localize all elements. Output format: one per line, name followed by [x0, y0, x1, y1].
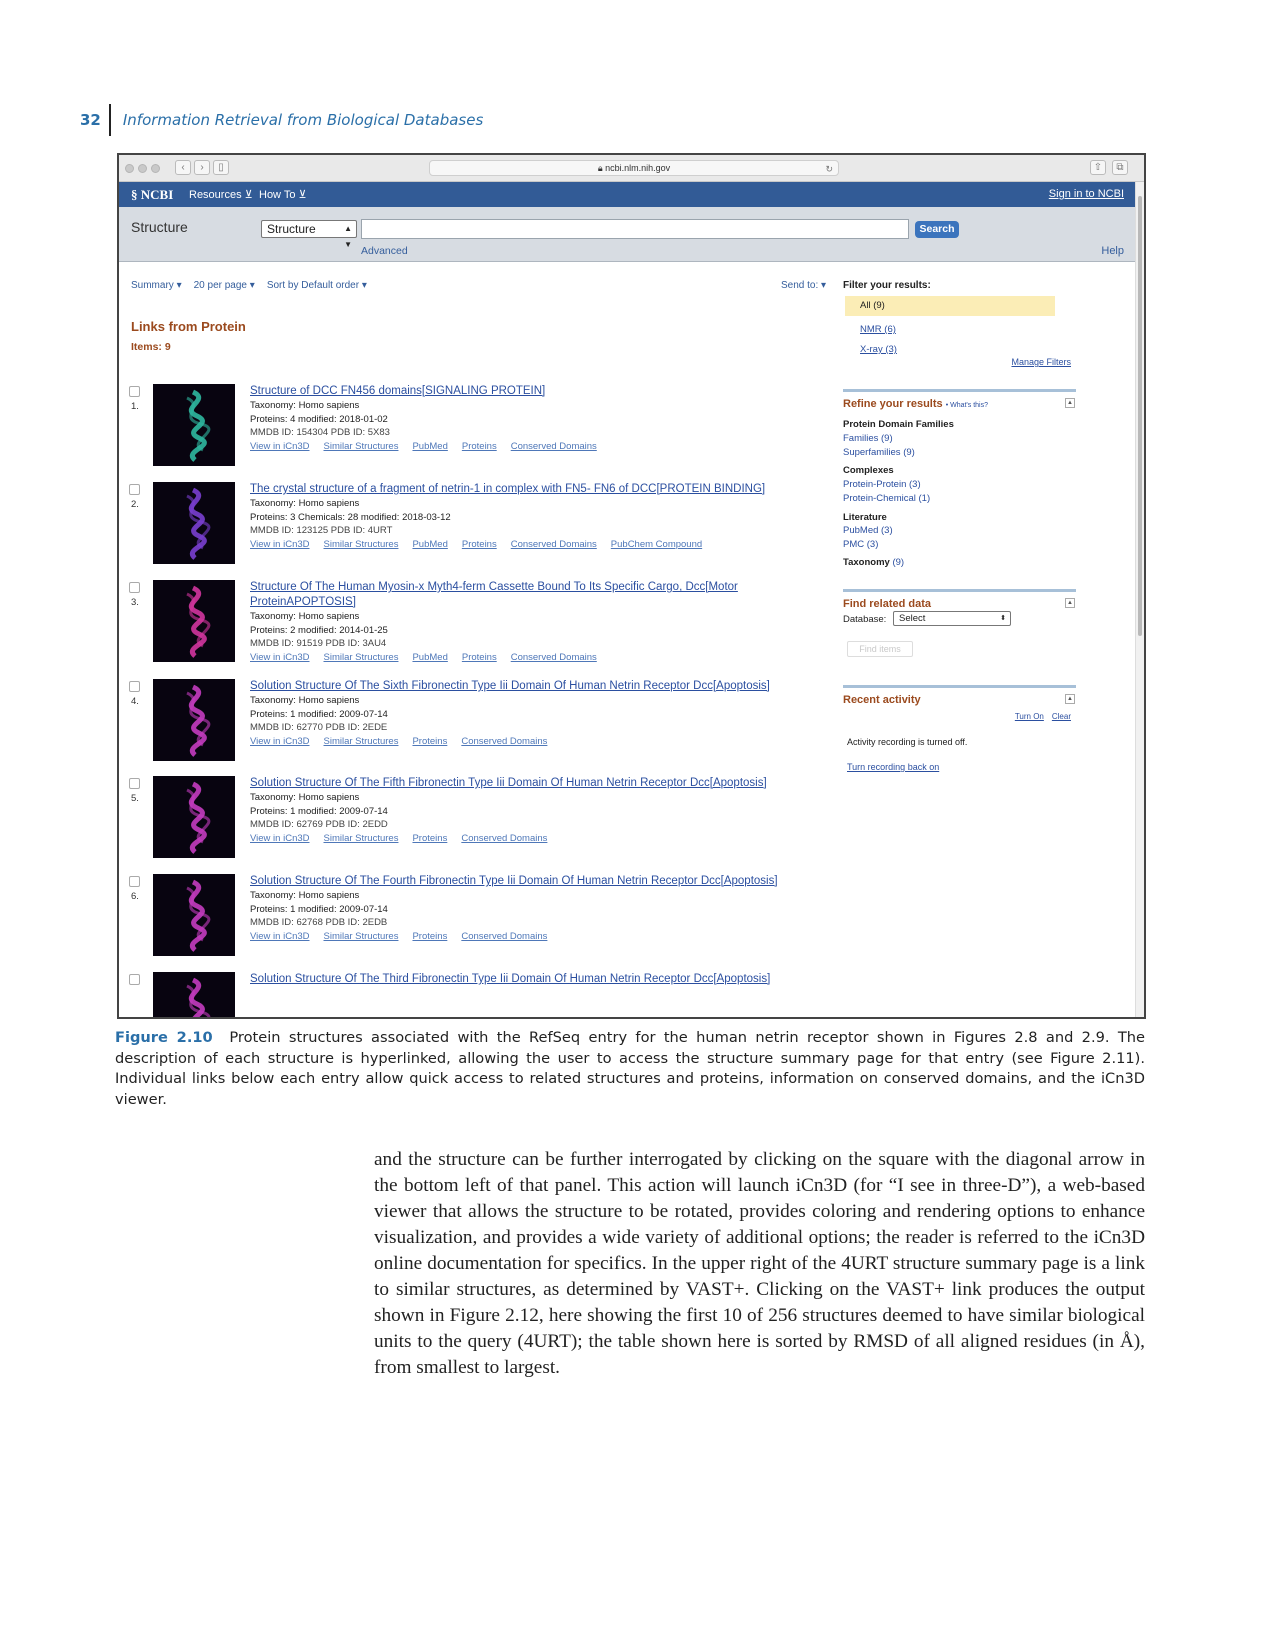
superfamilies-link[interactable]: Superfamilies (9): [843, 447, 915, 458]
running-head: [80, 104, 483, 136]
result-checkbox[interactable]: [129, 876, 140, 887]
address-bar[interactable]: [429, 160, 839, 176]
result-link[interactable]: Similar Structures: [323, 440, 399, 452]
database-name: Structure: [131, 219, 188, 235]
result-link[interactable]: View in iCn3D: [250, 651, 310, 663]
structure-thumbnail[interactable]: [153, 972, 235, 1019]
literature-heading: Literature: [843, 512, 887, 523]
pmc-link[interactable]: PMC (3): [843, 539, 879, 550]
result-link[interactable]: PubMed: [412, 538, 448, 550]
result-title-link[interactable]: Solution Structure Of The Fifth Fibronectin Type Iii Domain Of Human Netrin Receptor Dcc[Apoptosis]: [250, 777, 767, 789]
result-link[interactable]: Conserved Domains: [461, 832, 548, 844]
result-title-link[interactable]: Structure of DCC FN456 domains[SIGNALING PROTEIN]: [250, 385, 546, 397]
result-title-link[interactable]: The crystal structure of a fragment of netrin-1 in complex with FN5- FN6 of DCC[PROTEIN BINDING]: [250, 483, 766, 495]
result-number: 5.: [131, 793, 139, 804]
panel-divider: [843, 589, 1076, 592]
filter-xray[interactable]: X-ray (3): [860, 344, 897, 355]
result-link[interactable]: Proteins: [412, 930, 448, 942]
result-ids: MMDB ID: 123125 PDB ID: 4URT: [250, 525, 393, 536]
collapse-icon[interactable]: ▲: [1065, 398, 1075, 408]
sidebar-icon[interactable]: ▯: [213, 160, 229, 175]
result-number: 1.: [131, 401, 139, 412]
maximize-window-icon[interactable]: [151, 164, 160, 173]
browser-chrome: [119, 155, 1144, 182]
forward-icon[interactable]: ›: [194, 160, 210, 175]
structure-thumbnail[interactable]: [153, 482, 235, 564]
filter-nmr[interactable]: NMR (6): [860, 324, 896, 335]
structure-thumbnail[interactable]: [153, 679, 235, 761]
result-link[interactable]: View in iCn3D: [250, 440, 310, 452]
page-number: 32: [80, 111, 101, 129]
running-head-title: Information Retrieval from Biological Databases: [122, 111, 484, 129]
result-checkbox[interactable]: [129, 778, 140, 789]
turn-on-link[interactable]: Turn On: [1014, 712, 1044, 721]
result-number: 3.: [131, 597, 139, 608]
resources-menu[interactable]: Resources ⊻: [189, 189, 253, 201]
protein-structure-image: [153, 580, 235, 662]
turn-recording-on-link[interactable]: Turn recording back on: [847, 762, 940, 772]
ncbi-header: [119, 182, 1144, 207]
display-settings: [131, 280, 367, 291]
result-number: 2.: [131, 499, 139, 510]
result-meta: Proteins: 1 modified: 2009-07-14: [250, 805, 388, 817]
recording-status: Activity recording is turned off.: [847, 737, 968, 747]
result-meta: Proteins: 4 modified: 2018-01-02: [250, 413, 388, 425]
scrollbar[interactable]: [1135, 182, 1144, 1017]
result-title-link[interactable]: Structure Of The Human Myosin-x Myth4-ferm Cassette Bound To Its Specific Cargo, Dcc[Motor ProteinAPOPTOSIS]: [250, 581, 738, 608]
result-number: 6.: [131, 891, 139, 902]
result-links: [250, 832, 780, 846]
result-link[interactable]: Similar Structures: [323, 930, 399, 942]
result-taxonomy: Taxonomy: Homo sapiens: [250, 695, 360, 706]
result-link[interactable]: View in iCn3D: [250, 832, 310, 844]
results-page: [119, 262, 1144, 992]
result-taxonomy: Taxonomy: Homo sapiens: [250, 498, 360, 509]
result-ids: MMDB ID: 91519 PDB ID: 3AU4: [250, 638, 387, 649]
result-links: [250, 735, 780, 749]
result-link[interactable]: Conserved Domains: [461, 930, 548, 942]
protein-structure-image: [153, 384, 235, 466]
result-link[interactable]: Proteins: [461, 440, 497, 452]
result-link[interactable]: View in iCn3D: [250, 930, 310, 942]
result-meta: Proteins: 2 modified: 2014-01-25: [250, 624, 388, 636]
find-items-button[interactable]: Find items: [847, 641, 913, 657]
summary-dropdown[interactable]: Summary ▾: [131, 280, 182, 291]
result-taxonomy: Taxonomy: Homo sapiens: [250, 611, 360, 622]
chevron-down-icon: ⊻: [298, 189, 307, 201]
lock-icon: 🔒︎: [597, 163, 603, 173]
figure-label: Figure 2.10: [115, 1029, 213, 1046]
result-ids: MMDB ID: 62770 PDB ID: 2EDE: [250, 722, 388, 733]
result-link[interactable]: Similar Structures: [323, 651, 399, 663]
result-title-link[interactable]: Solution Structure Of The Third Fibronectin Type Iii Domain Of Human Netrin Receptor Dcc[Apoptosis]: [250, 973, 771, 985]
find-related-title: Find related data: [843, 598, 932, 610]
sign-in-link[interactable]: Sign in to NCBI: [1048, 188, 1124, 200]
minimize-window-icon[interactable]: [138, 164, 147, 173]
tabs-icon[interactable]: ⧉: [1112, 160, 1128, 175]
result-taxonomy: Taxonomy: Homo sapiens: [250, 792, 360, 803]
database-label: Database:: [843, 614, 887, 625]
result-links: [250, 538, 780, 552]
result-link[interactable]: Conserved Domains: [510, 538, 597, 550]
result-links: [250, 651, 780, 665]
protein-protein-link[interactable]: Protein-Protein (3): [843, 479, 921, 490]
refine-title: Refine your results • What's this?: [843, 398, 989, 410]
filter-title: Filter your results:: [843, 280, 931, 291]
result-link[interactable]: Proteins: [461, 651, 497, 663]
result-link[interactable]: Similar Structures: [323, 538, 399, 550]
result-taxonomy: Taxonomy: Homo sapiens: [250, 890, 360, 901]
result-title-link[interactable]: Solution Structure Of The Fourth Fibronectin Type Iii Domain Of Human Netrin Receptor Dcc[Apoptosis]: [250, 875, 778, 887]
protein-structure-image: [153, 874, 235, 956]
complexes-heading: Complexes: [843, 465, 894, 476]
url-text: ncbi.nlm.nih.gov: [605, 163, 671, 173]
protein-structure-image: [153, 482, 235, 564]
whats-this-link[interactable]: • What's this?: [945, 402, 989, 409]
figure-caption: [115, 1028, 1145, 1110]
recent-activity-controls: [1015, 712, 1071, 721]
body-paragraph: and the structure can be further interrogated by clicking on the square with the diagonal arrow in the bottom left of that panel. This action will launch iCn3D (for “I see in three-D”), a web-based viewer that allows the structure to be rotated, provides coloring and rendering options to enhance visualization, and provides a wide variety of additional options; the reader is referred to the iCn3D online documentation for specifics. In the upper right of the 4URT structure summary page is a link to similar structures, as determined by VAST+. Clicking on the VAST+ link produces the output shown in Figure 2.12, here showing the first 10 of 256 structures deemed to have similar biological units to the query (4URT); the table shown here is sorted by RMSD of all aligned residues (in Å), from smallest to largest.: [374, 1149, 1145, 1378]
result-checkbox[interactable]: [129, 681, 140, 692]
search-input[interactable]: [361, 219, 909, 239]
families-link[interactable]: Families (9): [843, 433, 893, 444]
protein-structure-image: [153, 972, 235, 1019]
taxonomy-heading[interactable]: Taxonomy (9): [843, 557, 905, 568]
header-divider: [109, 104, 111, 136]
protein-structure-image: [153, 679, 235, 761]
ncbi-logo[interactable]: § NCBI: [131, 187, 174, 202]
caption-text: Protein structures associated with the RefSeq entry for the human netrin receptor shown in Figures 2.8 and 2.9. The description of each structure is hyperlinked, allowing the user to access the structure summary page for that entry (see Figure 2.11). Individual links below each entry allow quick access to related structures and proteins, information on conserved domains, and the iCn3D viewer.: [115, 1029, 1146, 1108]
recent-activity-title: Recent activity: [843, 694, 921, 706]
per-page-dropdown[interactable]: 20 per page ▾: [193, 280, 255, 291]
chevron-down-icon: ⊻: [244, 189, 253, 201]
clear-link[interactable]: Clear: [1051, 712, 1071, 721]
database-dropdown[interactable]: Select ⬍: [893, 611, 1011, 626]
result-link[interactable]: Proteins: [461, 538, 497, 550]
result-link[interactable]: Conserved Domains: [510, 651, 597, 663]
structure-thumbnail[interactable]: [153, 776, 235, 858]
result-link[interactable]: PubChem Compound: [610, 538, 703, 550]
structure-thumbnail[interactable]: [153, 874, 235, 956]
result-number: 4.: [131, 696, 139, 707]
database-select[interactable]: Structure ▲ ▼: [261, 220, 357, 238]
results-title: Links from Protein: [131, 319, 246, 334]
result-checkbox[interactable]: [129, 386, 140, 397]
result-link[interactable]: Proteins: [412, 735, 448, 747]
panel-divider: [843, 685, 1076, 688]
result-meta: Proteins: 1 modified: 2009-07-14: [250, 903, 388, 915]
result-checkbox[interactable]: [129, 484, 140, 495]
result-link[interactable]: Conserved Domains: [461, 735, 548, 747]
result-link[interactable]: Conserved Domains: [510, 440, 597, 452]
filter-all[interactable]: All (9): [845, 296, 1055, 316]
result-links: [250, 440, 780, 454]
help-link[interactable]: Help: [1101, 245, 1124, 257]
protein-structure-image: [153, 776, 235, 858]
panel-divider: [843, 389, 1076, 392]
advanced-search-link[interactable]: Advanced: [361, 245, 408, 257]
result-link[interactable]: View in iCn3D: [250, 538, 310, 550]
select-arrows-icon: ▲ ▼: [344, 224, 352, 249]
result-checkbox[interactable]: [129, 974, 140, 985]
result-ids: MMDB ID: 62768 PDB ID: 2EDB: [250, 917, 388, 928]
result-taxonomy: Taxonomy: Homo sapiens: [250, 400, 360, 411]
result-checkbox[interactable]: [129, 582, 140, 593]
result-link[interactable]: View in iCn3D: [250, 735, 310, 747]
results-count: Items: 9: [131, 341, 171, 353]
result-title-link[interactable]: Solution Structure Of The Sixth Fibronectin Type Iii Domain Of Human Netrin Receptor Dcc[Apoptosis]: [250, 680, 770, 692]
collapse-icon[interactable]: ▲: [1065, 598, 1075, 608]
share-icon[interactable]: ⇧: [1090, 160, 1106, 175]
protein-chemical-link[interactable]: Protein-Chemical (1): [843, 493, 931, 504]
back-icon[interactable]: ‹: [175, 160, 191, 175]
send-to-dropdown[interactable]: Send to: ▾: [781, 280, 827, 291]
result-link[interactable]: Proteins: [412, 832, 448, 844]
scrollbar-thumb[interactable]: [1138, 196, 1142, 636]
manage-filters-link[interactable]: Manage Filters: [1011, 357, 1071, 367]
result-meta: Proteins: 1 modified: 2009-07-14: [250, 708, 388, 720]
window-controls: [125, 164, 160, 173]
domain-families-heading: Protein Domain Families: [843, 419, 954, 430]
reload-icon[interactable]: ↻: [825, 164, 833, 174]
figure-screenshot: [117, 153, 1146, 1019]
collapse-icon[interactable]: ▲: [1065, 694, 1075, 704]
result-link[interactable]: PubMed: [412, 440, 448, 452]
search-button[interactable]: Search: [915, 221, 959, 238]
pubmed-link[interactable]: PubMed (3): [843, 525, 893, 536]
close-window-icon[interactable]: [125, 164, 134, 173]
result-link[interactable]: Similar Structures: [323, 832, 399, 844]
result-ids: MMDB ID: 154304 PDB ID: 5X83: [250, 427, 390, 438]
result-meta: Proteins: 3 Chemicals: 28 modified: 2018-03-12: [250, 511, 451, 523]
sort-dropdown[interactable]: Sort by Default order ▾: [266, 280, 367, 291]
structure-thumbnail[interactable]: [153, 580, 235, 662]
structure-thumbnail[interactable]: [153, 384, 235, 466]
result-links: [250, 930, 780, 944]
result-ids: MMDB ID: 62769 PDB ID: 2EDD: [250, 819, 388, 830]
how-to-menu[interactable]: How To ⊻: [259, 189, 307, 201]
search-bar: [119, 207, 1144, 262]
result-link[interactable]: PubMed: [412, 651, 448, 663]
result-link[interactable]: Similar Structures: [323, 735, 399, 747]
